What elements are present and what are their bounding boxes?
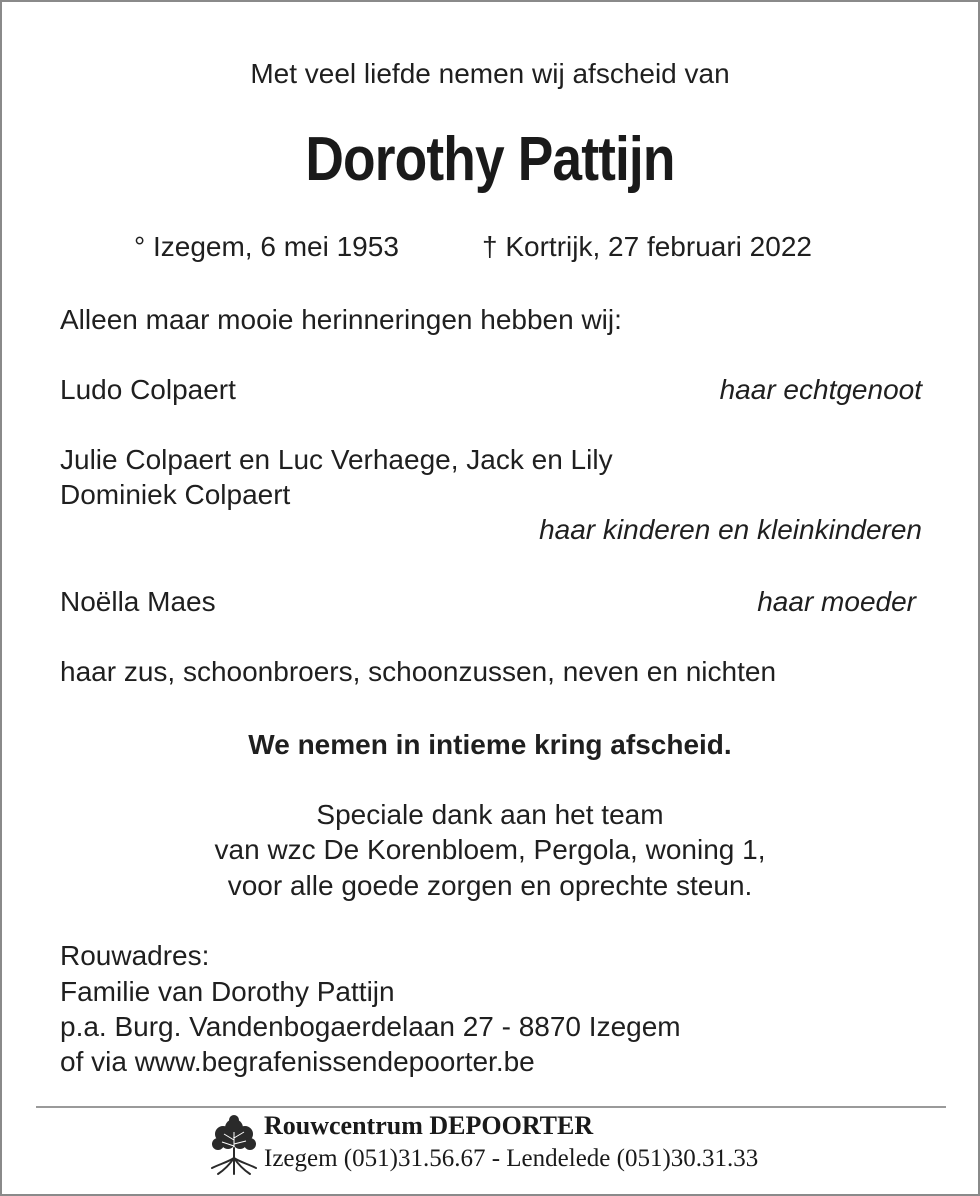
husband-name: Ludo Colpaert (60, 374, 236, 405)
birth-info: ° Izegem, 6 mei 1953 (134, 231, 399, 262)
family-intro: Alleen maar mooie herinneringen hebben wij: (60, 304, 622, 335)
address-label: Rouwadres: (60, 940, 210, 971)
intro-text: Met veel liefde nemen wij afscheid van (250, 58, 730, 89)
death-info: † Kortrijk, 27 februari 2022 (482, 231, 812, 262)
mother-name: Noëlla Maes (60, 586, 216, 617)
husband-role: haar echtgenoot (719, 374, 922, 405)
address-line-3: of via www.begrafenissendepoorter.be (60, 1046, 535, 1077)
footer-divider (36, 1106, 946, 1108)
other-relatives: haar zus, schoonbroers, schoonzussen, neven en nichten (60, 656, 777, 687)
address-line-2: p.a. Burg. Vandenbogaerdelaan 27 - 8870 Izegem (60, 1011, 681, 1042)
children-role: haar kinderen en kleinkinderen (539, 514, 922, 545)
children-line-2: Dominiek Colpaert (60, 479, 291, 510)
address-line-1: Familie van Dorothy Pattijn (60, 976, 395, 1007)
thanks-line-1: Speciale dank aan het team (316, 799, 664, 830)
private-farewell-notice: We nemen in intieme kring afscheid. (248, 729, 732, 760)
funeral-home-phones: Izegem (051)31.56.67 - Lendelede (051)30.31.33 (264, 1145, 759, 1172)
thanks-line-2: van wzc De Korenbloem, Pergola, woning 1, (214, 834, 766, 865)
funeral-home-name: Rouwcentrum DEPOORTER (264, 1111, 594, 1140)
thanks-line-3: voor alle goede zorgen en oprechte steun. (227, 870, 753, 901)
deceased-name: Dorothy Pattijn (305, 125, 675, 194)
children-line-1: Julie Colpaert en Luc Verhaege, Jack en Lily (60, 444, 613, 475)
tree-icon (208, 1114, 260, 1176)
mother-role: haar moeder (757, 586, 916, 617)
